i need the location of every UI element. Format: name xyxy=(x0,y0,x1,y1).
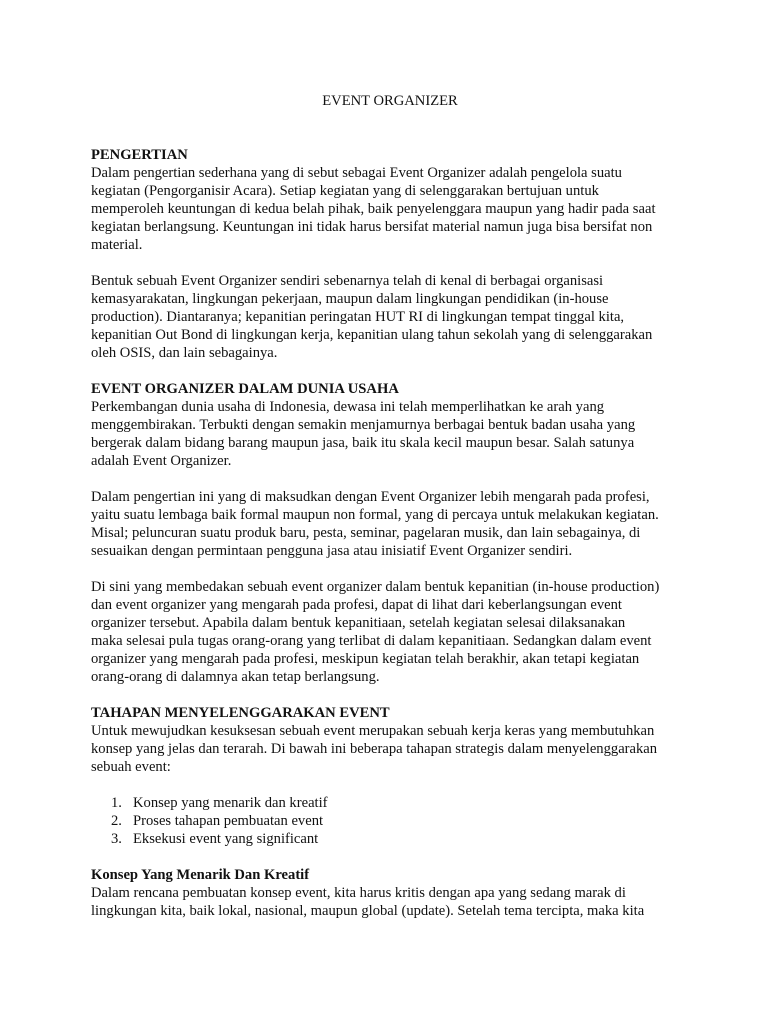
document-title: EVENT ORGANIZER xyxy=(322,93,458,109)
section-heading: PENGERTIAN xyxy=(91,147,188,163)
text-line: material. xyxy=(91,237,143,253)
text-line: Di sini yang membedakan sebuah event organizer dalam bentuk kepanitian (in-house production) xyxy=(91,579,660,595)
list-item xyxy=(91,794,688,812)
text-line: organizer tersebut. Apabila dalam bentuk kepanitiaan, setelah kegiatan selesai dilaksanakan xyxy=(91,615,626,631)
text-line: oleh OSIS, dan lain sebagainya. xyxy=(91,345,278,361)
paragraph xyxy=(91,398,688,470)
paragraph xyxy=(91,272,688,362)
section-heading: TAHAPAN MENYELENGGARAKAN EVENT xyxy=(91,705,390,721)
list-item xyxy=(91,812,688,830)
text-line: menggembirakan. Terbukti dengan semakin menjamurnya berbagai bentuk badan usaha yang xyxy=(91,417,636,433)
section-pengertian xyxy=(91,146,688,362)
list-item-text: Eksekusi event yang significant xyxy=(133,831,319,847)
text-line: sebuah event: xyxy=(91,759,171,775)
list-number: 2. xyxy=(111,813,122,829)
text-line: kegiatan berlangsung. Keuntungan ini tidak harus bersifat material namun juga bisa bersifat non xyxy=(91,219,653,235)
section-konsep xyxy=(91,866,688,920)
paragraph xyxy=(91,722,688,776)
text-line: bergerak dalam bidang barang maupun jasa, baik itu skala kecil maupun besar. Salah satunya xyxy=(91,435,635,451)
subsection-heading: Konsep Yang Menarik Dan Kreatif xyxy=(91,867,310,883)
list-number: 3. xyxy=(111,831,122,847)
list-item-text: Konsep yang menarik dan kreatif xyxy=(133,795,328,811)
text-line: konsep yang jelas dan terarah. Di bawah ini beberapa tahapan strategis dalam menyelenggarakan xyxy=(91,741,658,757)
paragraph xyxy=(91,578,688,686)
text-line: dan event organizer yang mengarah pada profesi, dapat di lihat dari keberlangsungan event xyxy=(91,597,622,613)
text-line: Dalam pengertian sederhana yang di sebut sebagai Event Organizer adalah pengelola suatu xyxy=(91,165,622,181)
text-line: adalah Event Organizer. xyxy=(91,453,232,469)
text-line: memperoleh keuntungan di kedua belah pihak, baik penyelenggara maupun yang hadir pada saat xyxy=(91,201,656,217)
section-tahapan xyxy=(91,704,688,848)
list-item-text: Proses tahapan pembuatan event xyxy=(133,813,324,829)
text-line: lingkungan kita, baik lokal, nasional, maupun global (update). Setelah tema tercipta, maka kita xyxy=(91,903,645,919)
paragraph xyxy=(91,488,688,560)
paragraph xyxy=(91,164,688,254)
section-dunia-usaha xyxy=(91,380,688,686)
text-line: kemasyarakatan, lingkungan pekerjaan, maupun dalam lingkungan pendidikan (in-house xyxy=(91,291,609,307)
text-line: maka selesai pula tugas orang-orang yang terlibat di dalam kepanitiaan. Sedangkan dalam event xyxy=(91,633,652,649)
text-line: Dalam pengertian ini yang di maksudkan dengan Event Organizer lebih mengarah pada profesi, xyxy=(91,489,650,505)
text-line: yaitu suatu lembaga baik formal maupun non formal, yang di percaya untuk melakukan kegiatan. xyxy=(91,507,659,523)
text-line: Bentuk sebuah Event Organizer sendiri sebenarnya telah di kenal di berbagai organisasi xyxy=(91,273,604,289)
section-heading: EVENT ORGANIZER DALAM DUNIA USAHA xyxy=(91,381,399,397)
text-line: production). Diantaranya; kepanitian peringatan HUT RI di lingkungan tempat tinggal kita, xyxy=(91,309,625,325)
text-line: kegiatan (Pengorganisir Acara). Setiap kegiatan yang di selenggarakan bertujuan untuk xyxy=(91,183,599,199)
text-line: sesuaikan dengan permintaan pengguna jasa atau inisiatif Event Organizer sendiri. xyxy=(91,543,573,559)
list-number: 1. xyxy=(111,795,122,811)
text-line: organizer yang mengarah pada profesi, meskipun kegiatan telah berakhir, akan tetapi kegiatan xyxy=(91,651,640,667)
text-line: kepanitian Out Bond di lingkungan kerja, kepanitian ulang tahun sekolah yang di selenggarakan xyxy=(91,327,653,343)
paragraph xyxy=(91,884,688,920)
text-line: Misal; peluncuran suatu produk baru, pesta, seminar, pagelaran musik, dan lain sebagainya, di xyxy=(91,525,641,541)
text-line: orang-orang di dalamnya akan tetap berlangsung. xyxy=(91,669,380,685)
text-line: Dalam rencana pembuatan konsep event, kita harus kritis dengan apa yang sedang marak di xyxy=(91,885,626,901)
text-line: Perkembangan dunia usaha di Indonesia, dewasa ini telah memperlihatkan ke arah yang xyxy=(91,399,605,415)
numbered-list xyxy=(91,794,688,848)
list-item xyxy=(91,830,688,848)
text-line: Untuk mewujudkan kesuksesan sebuah event merupakan sebuah kerja keras yang membutuhkan xyxy=(91,723,655,739)
